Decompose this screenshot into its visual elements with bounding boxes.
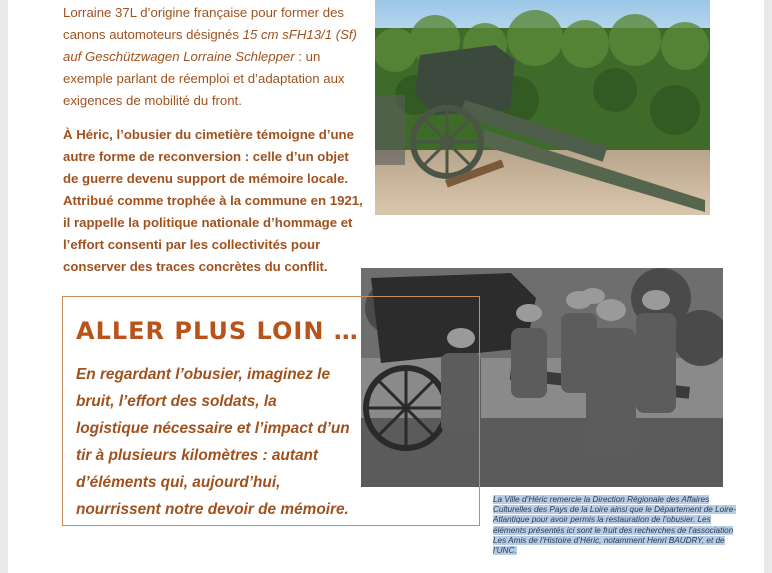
credits-caption xyxy=(493,495,743,556)
go-further-title: ALLER PLUS LOIN … xyxy=(76,317,359,345)
intro-text-start: Lorraine 37L d’origine française pour former des canons automoteurs désignés xyxy=(63,5,345,42)
intro-text-end: : un exemple parlant de réemploi et d’adaptation aux exigences de mobilité du front. xyxy=(63,49,345,108)
go-further-text: En regardant l’obusier, imaginez le bruit, l’effort des soldats, la logistique nécessaire et l’impact d’un tir à plusieurs kilomètres : autant d’éléments qui, aujourd’hui, nourrissent notre devoir de mémoire. xyxy=(76,366,350,518)
intro-text-italic: 15 cm sFH13/1 (Sf) auf Geschützwagen Lorraine Schlepper xyxy=(63,27,357,64)
go-further-box xyxy=(62,296,480,526)
heric-paragraph: À Héric, l’obusier du cimetière témoigne d’une autre forme de reconversion : celle d’un objet de guerre devenu support de mémoire locale. Attribué comme trophée à la commune en 1921, il rappelle la politique nationale d’hommage et l’effort consenti par les collectivités pour conserver des traces concrètes du conflit. xyxy=(63,127,363,274)
credits-text: La Ville d’Héric remercie la Direction Régionale des Affaires Culturelles des Pays de la Loire ainsi que le Département de Loire-Atlantique pour avoir permis la restauration de l’obusier. Les éléments présentés ici sont le fruit des recherches de l’association Les Amis de l’Histoire d’Héric, notamment Henri BAUDRY, et de l’UNC. xyxy=(493,495,737,556)
intro-paragraph xyxy=(63,2,363,112)
document-page xyxy=(8,0,764,573)
howitzer-color-photo xyxy=(375,0,710,215)
